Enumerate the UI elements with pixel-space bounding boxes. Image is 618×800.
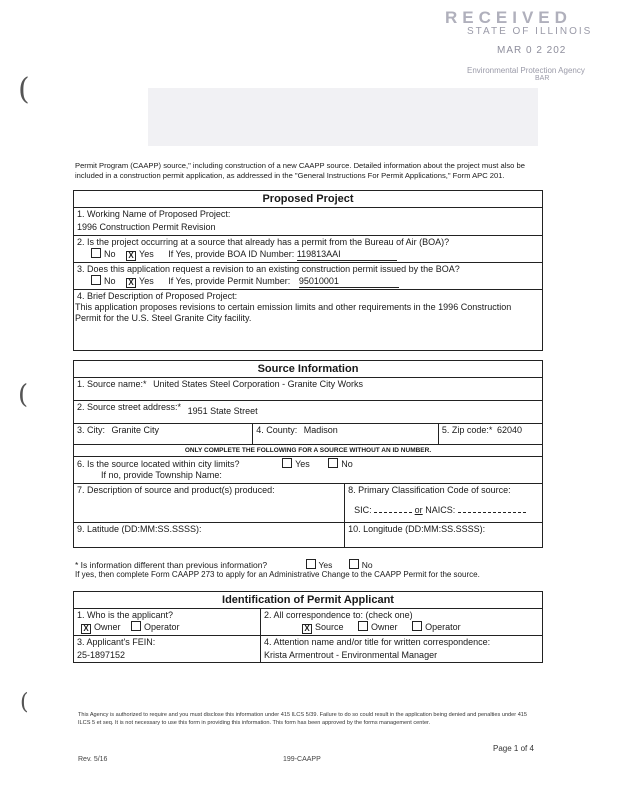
attention-value[interactable]: Krista Armentrout - Environmental Manager xyxy=(264,650,438,660)
city-label: 3. City: xyxy=(77,425,106,435)
admin-change-note: If yes, then complete Form CAAPP 273 to apply for an Administrative Change to the CAAPP Permit for the source. xyxy=(75,570,480,579)
footer-disclaimer: This Agency is authorized to require and you must disclose this information under 415 ILCS 5/39. Failure to do so could result in the application being denied and penalties under 415 ILCS 5 et seq. It is not necessary to use this form in providing this information. This form has been approved by the forms management center. xyxy=(78,712,528,726)
project-name-value[interactable]: 1996 Construction Permit Revision xyxy=(77,222,216,232)
form-id: 199-CAAPP xyxy=(283,756,321,763)
sic-label: SIC: xyxy=(354,505,372,515)
boa-yes-label: Yes xyxy=(139,249,154,259)
source-info-title: Source Information xyxy=(74,361,543,378)
naics-label: NAICS: xyxy=(425,505,456,515)
sic-field[interactable] xyxy=(374,512,412,513)
attention-cell xyxy=(261,636,543,663)
source-name-cell xyxy=(74,378,543,401)
description-label: 4. Brief Description of Proposed Project: xyxy=(77,291,238,301)
revision-ifyes-label: If Yes, provide Permit Number: xyxy=(168,276,291,286)
county-label: 4. County: xyxy=(256,425,298,435)
source-address-label: 2. Source street address:* xyxy=(77,402,182,412)
revision-no-label: No xyxy=(104,276,116,286)
info-different-no-label: No xyxy=(361,560,373,570)
boa-id-field[interactable]: 119813AAI xyxy=(297,249,397,261)
permit-number-field[interactable]: 95010001 xyxy=(299,276,399,288)
latitude-cell xyxy=(74,523,345,548)
project-name-cell xyxy=(74,208,543,236)
who-applicant-cell xyxy=(74,609,261,636)
correspondence-source-checkbox[interactable]: X xyxy=(302,624,312,634)
boa-question-label: 2. Is the project occurring at a source that already has a permit from the Bureau of Air (BOA)? xyxy=(77,237,450,247)
fein-label: 3. Applicant's FEIN: xyxy=(77,637,156,647)
correspondence-owner-checkbox[interactable] xyxy=(358,621,368,631)
applicant-title: Identification of Permit Applicant xyxy=(74,592,543,609)
stamp-line-1: RECEIVED xyxy=(445,8,572,27)
info-different-note xyxy=(75,559,545,570)
boa-yes-checkbox[interactable]: X xyxy=(126,251,136,261)
boa-ifyes-label: If Yes, provide BOA ID Number: xyxy=(168,249,295,259)
stamp-line-4: Environmental Protection Agency xyxy=(467,66,585,75)
description-source-cell xyxy=(74,484,345,523)
applicant-table xyxy=(73,591,543,663)
correspondence-operator-label: Operator xyxy=(425,622,461,632)
proposed-project-title: Proposed Project xyxy=(74,191,543,208)
city-limits-no-checkbox[interactable] xyxy=(328,458,338,468)
classification-label: 8. Primary Classification Code of source: xyxy=(348,485,511,495)
boa-no-label: No xyxy=(104,249,116,259)
city-cell xyxy=(74,424,253,445)
longitude-cell xyxy=(345,523,543,548)
applicant-operator-label: Operator xyxy=(144,622,180,632)
county-value[interactable]: Madison xyxy=(303,425,338,435)
correspondence-cell xyxy=(261,609,543,636)
stamp-line-2: STATE OF ILLINOIS xyxy=(467,26,593,37)
city-limits-label: 6. Is the source located within city limits? xyxy=(77,459,240,469)
revision-yes-checkbox[interactable]: X xyxy=(126,278,136,288)
intro-text: Permit Program (CAAPP) source," including construction of a new CAAPP source. Detailed information about the project must also be included in a construction permit application, as addressed in the "General Instructions For Permit Applications," Form APC 201. xyxy=(75,161,525,180)
classification-cell xyxy=(345,484,543,523)
page-number: Page 1 of 4 xyxy=(493,744,534,753)
fein-value[interactable]: 25-1897152 xyxy=(77,650,126,660)
info-different-label: * Is information different than previous information? xyxy=(75,560,268,570)
source-address-value[interactable]: 1951 State Street xyxy=(187,406,258,416)
correspondence-source-label: Source xyxy=(315,622,344,632)
city-limits-no-label: No xyxy=(341,459,353,469)
applicant-owner-checkbox[interactable]: X xyxy=(81,624,91,634)
revision-question-label: 3. Does this application request a revision to an existing construction permit issued by the BOA? xyxy=(77,264,460,274)
source-name-label: 1. Source name:* xyxy=(77,379,147,389)
source-info-table xyxy=(73,360,543,548)
description-source-label: 7. Description of source and product(s) produced: xyxy=(77,485,275,495)
applicant-owner-label: Owner xyxy=(94,622,121,632)
correspondence-label: 2. All correspondence to: (check one) xyxy=(264,610,413,620)
boa-question-cell xyxy=(74,236,543,263)
source-name-value[interactable]: United States Steel Corporation - Granite City Works xyxy=(153,379,363,389)
county-cell xyxy=(253,424,439,445)
correspondence-operator-checkbox[interactable] xyxy=(412,621,422,631)
correspondence-owner-label: Owner xyxy=(371,622,398,632)
zip-label: 5. Zip code:* xyxy=(441,425,493,435)
city-value[interactable]: Granite City xyxy=(111,425,160,435)
scan-smudge xyxy=(148,88,538,146)
longitude-label: 10. Longitude (DD:MM:SS.SSSS): xyxy=(348,524,486,534)
township-label: If no, provide Township Name: xyxy=(101,470,222,480)
city-limits-cell xyxy=(74,457,543,484)
info-different-yes-label: Yes xyxy=(318,560,333,570)
city-limits-yes-checkbox[interactable] xyxy=(282,458,292,468)
applicant-operator-checkbox[interactable] xyxy=(131,621,141,631)
fein-cell xyxy=(74,636,261,663)
punch-hole-mark-bottom: ( xyxy=(20,690,29,715)
revision-question-cell xyxy=(74,263,543,290)
proposed-project-table xyxy=(73,190,543,351)
city-limits-yes-label: Yes xyxy=(295,459,310,469)
stamp-line-5: BAR xyxy=(535,75,550,82)
or-label: or xyxy=(414,505,423,515)
punch-hole-mark-middle: ( xyxy=(18,380,29,410)
source-address-cell xyxy=(74,401,543,424)
only-complete-note: ONLY COMPLETE THE FOLLOWING FOR A SOURCE WITHOUT AN ID NUMBER. xyxy=(74,445,543,457)
revision-yes-label: Yes xyxy=(139,276,154,286)
project-name-label: 1. Working Name of Proposed Project: xyxy=(77,209,231,219)
info-different-no-checkbox[interactable] xyxy=(349,559,359,569)
boa-no-checkbox[interactable] xyxy=(91,248,101,258)
received-stamp xyxy=(445,8,615,82)
zip-value[interactable]: 62040 xyxy=(496,425,522,435)
description-cell xyxy=(74,290,543,351)
revision-date: Rev. 5/16 xyxy=(78,756,108,763)
latitude-label: 9. Latitude (DD:MM:SS.SSSS): xyxy=(77,524,202,534)
zip-cell xyxy=(438,424,542,445)
punch-hole-mark-top: ( xyxy=(18,72,30,107)
stamp-line-3: MAR 0 2 202 xyxy=(497,45,567,56)
info-different-yes-checkbox[interactable] xyxy=(306,559,316,569)
who-applicant-label: 1. Who is the applicant? xyxy=(77,610,174,620)
revision-no-checkbox[interactable] xyxy=(91,275,101,285)
description-value[interactable]: This application proposes revisions to certain emission limits and other requirements in the 1996 Construction Permit for the U.S. Steel Granite City facility. xyxy=(75,302,512,323)
attention-label: 4. Attention name and/or title for written correspondence: xyxy=(264,637,491,647)
naics-field[interactable] xyxy=(458,512,526,513)
